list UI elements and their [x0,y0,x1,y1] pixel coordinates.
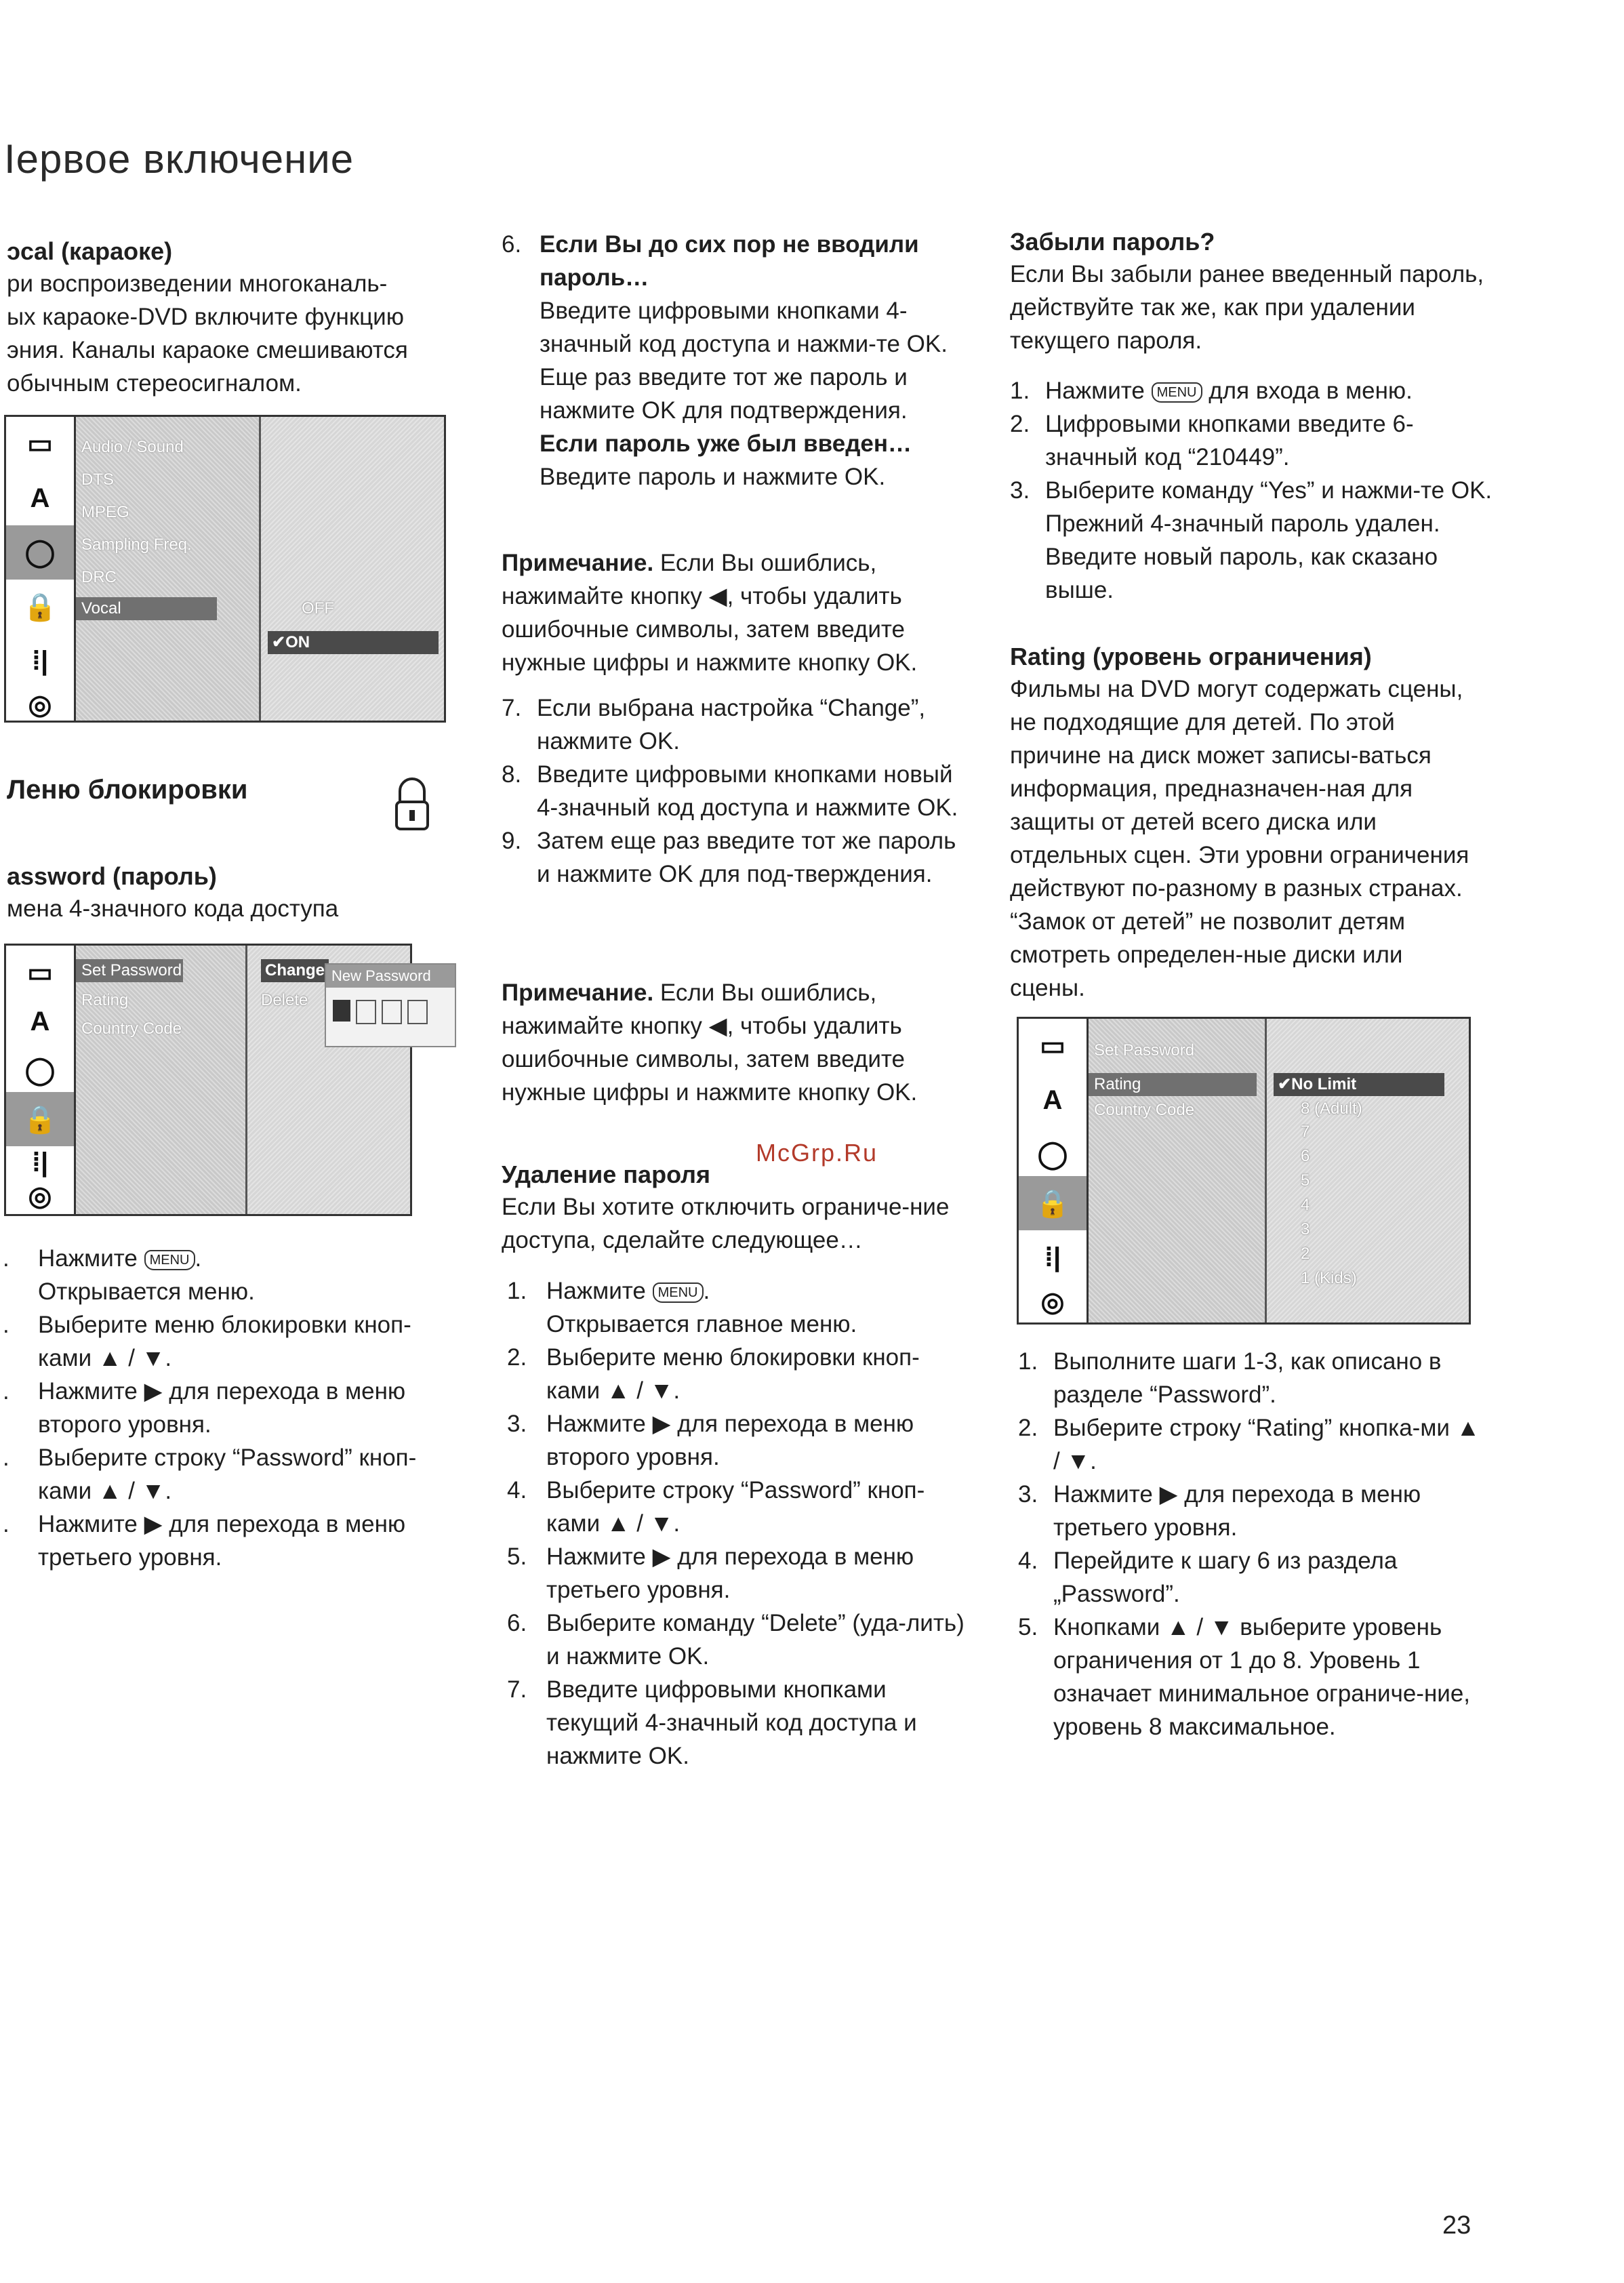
step-number: 6. [502,231,522,258]
list-item: 1. Нажмите MENU для входа в меню. [1010,378,1413,404]
menu-icon-column [6,417,76,721]
vocal-line: ри воспроизведении многоканаль- [7,270,388,297]
list-item: 1. Нажмите MENU . Открывается главное меню. [507,1278,857,1337]
menu-option-selected: ✔ON [268,631,439,654]
menu-button-icon: MENU [653,1282,704,1303]
menu-option: 5 [1301,1171,1310,1190]
list-item: 3. Нажмите ▶ для перехода в меню второго уровня. [507,1411,914,1470]
menu-option: 8 (Adult) [1301,1099,1362,1118]
menu-level2-pane [1089,1019,1267,1322]
disc-icon: ◎ [28,690,52,720]
language-icon: A [1042,1085,1063,1115]
menu-option: 6 [1301,1147,1310,1165]
list-item: 7. Введите цифровыми кнопками текущий 4-значный код доступа и нажмите OK. [507,1676,917,1769]
menu-option: 4 [1301,1196,1310,1214]
new-password-popup [325,963,456,1047]
monitor-icon: ▭ [1040,1031,1065,1061]
menu-option: 2 [1301,1245,1310,1263]
rating-text: Фильмы на DVD могут содержать сцены, не подходящие для детей. По этой причине на диск может записы-ваться информация, предназначен-ная для защиты от детей всего диска или отдельных сцен. Эти уровни ограничения действуют по-разному в разных странах. “Замок от детей” не позволит детям смотреть определен-ные диски или сцены. [1010,676,1469,1001]
rating-heading: Rating (уровень ограничения) [1010,643,1372,670]
digit-box [382,1000,402,1024]
digit-box [407,1000,428,1024]
list-item: 9. Затем еще раз введите тот же пароль и нажмите OK для под-тверждения. [502,828,956,887]
menu-item-selected: Vocal [76,597,217,620]
forgot-password-text: Если Вы забыли ранее введенный пароль, действуйте так же, как при удалении текущего пароля. [1010,261,1484,354]
step-6-bold: Если Вы до сих пор не вводили пароль… [540,231,919,291]
menu-button-icon: MENU [144,1250,195,1270]
list-item: 7. Если выбрана настройка “Change”, нажмите OK. [502,695,926,754]
menu-level2-pane [76,417,261,721]
settings-icon: ⁞| [31,1147,49,1177]
password-steps [3,1242,443,1574]
list-item: 3. Нажмите ▶ для перехода в меню третьего уровня. [1018,1481,1421,1541]
password-steps-continued [502,691,962,891]
list-item: 1. Выполните шаги 1-3, как описано в разделе “Password”. [1018,1348,1442,1408]
menu-item: Set Password [1094,1041,1195,1059]
list-item: 3. Выберите команду “Yes” и нажми-те OK. Прежний 4-значный пароль удален. Введите новый пароль, как сказано выше. [1010,477,1493,603]
lock-menu-icon: 🔒 [6,1092,74,1146]
menu-level3-pane [261,417,444,721]
vocal-heading: ɔcal (караоке) [7,237,173,265]
page-title: Іервое включение [4,136,354,182]
vocal-menu-screenshot [4,415,446,723]
disc-icon: ◎ [28,1181,52,1211]
list-item: 2. Выберите меню блокировки кноп-ками ▲ / ▼. [507,1344,920,1404]
digit-box-filled [333,1000,350,1022]
menu-button-icon: MENU [1152,382,1202,403]
watermark: McGrp.Ru [756,1139,878,1167]
menu-item: Audio / Sound [81,438,184,456]
menu-item: DRC [81,568,117,586]
menu-item: MPEG [81,503,129,521]
menu-option: Delete [261,991,308,1009]
vocal-text [7,267,441,400]
page-number: 23 [1442,2211,1471,2240]
delete-password-steps [507,1274,968,1773]
vocal-line: эния. Каналы караоке смешиваются [7,337,408,363]
password-heading: assword (пароль) [7,862,217,890]
list-item: . Выберите строку “Password” кноп-ками ▲ / ▼. [3,1444,417,1504]
list-item: 2. Выберите строку “Rating” кнопка-ми ▲ / ▼. [1018,1415,1480,1474]
menu-icon-column [1019,1019,1089,1322]
monitor-icon: ▭ [27,958,53,988]
list-item: 6. Выберите команду “Delete” (уда-лить) и нажмите OK. [507,1610,965,1670]
password-subheading: мена 4-значного кода доступа [7,895,339,922]
list-item: 4. Выберите строку “Password” кноп-ками ▲ / ▼. [507,1477,925,1537]
list-item: . Нажмите MENU . Открывается меню. [3,1245,255,1305]
audio-icon: ◯ [1037,1139,1068,1169]
settings-icon: ⁞| [1044,1242,1061,1272]
password-menu-screenshot [4,944,431,1216]
menu-item-selected: Rating [1089,1073,1257,1096]
list-item: . Нажмите ▶ для перехода в меню второго уровня. [3,1378,406,1438]
menu-option-selected: Change [261,959,329,982]
lock-menu-icon: 🔒 [23,592,57,622]
delete-password-heading: Удаление пароля [502,1160,711,1188]
rating-steps [1018,1345,1493,1743]
lock-menu-icon: 🔒 [1019,1176,1087,1230]
menu-option: 3 [1301,1220,1310,1238]
menu-option: 1 (Kids) [1301,1269,1357,1287]
menu-level2-pane [76,946,247,1214]
popup-title: New Password [326,965,455,988]
list-item: 2. Цифровыми кнопками введите 6-значный код “210449”. [1010,411,1414,470]
menu-item: Country Code [1094,1101,1195,1119]
vocal-line: ых караоке-DVD включите функцию [7,304,404,330]
audio-icon: ◯ [6,525,74,580]
audio-icon: ◯ [24,1055,56,1085]
menu-item: Country Code [81,1019,182,1038]
delete-password-intro: Если Вы хотите отключить ограниче-ние доступа, сделайте следующее… [502,1194,950,1253]
menu-option-selected: ✔No Limit [1274,1073,1444,1096]
rating-menu-screenshot [1017,1017,1471,1325]
monitor-icon: ▭ [27,429,53,459]
forgot-password-heading: Забыли пароль? [1010,228,1215,256]
note-2: Примечание. Если Вы ошиблись, нажимайте кнопку ◀, чтобы удалить ошибочные символы, затем введите нужные цифры и нажмите кнопку OK. [502,979,918,1106]
settings-icon: ⁞| [31,645,49,676]
menu-icon-column [6,946,76,1214]
menu-item: Rating [81,991,129,1009]
disc-icon: ◎ [1040,1287,1065,1317]
step-6-bold: Если пароль уже был введен… [540,430,912,457]
list-item: 8. Введите цифровыми кнопками новый 4-значный код доступа и нажмите OK. [502,761,958,821]
password-digit-boxes [326,988,455,1036]
menu-level3-pane [1267,1019,1469,1322]
forgot-password-steps [1010,374,1498,607]
language-icon: A [30,1006,50,1036]
vocal-line: обычным стереосигналом. [7,370,302,397]
step-6-text: Еще раз введите тот же пароль и нажмите OK для подтверждения. [540,364,908,424]
menu-item: Sampling Freq. [81,536,192,554]
step-6-block [502,228,962,493]
menu-item: DTS [81,470,114,489]
lock-menu-heading: Леню блокировки [7,775,248,805]
list-item: 4. Перейдите к шагу 6 из раздела „Password”. [1018,1548,1398,1607]
list-item: 5. Кнопками ▲ / ▼ выберите уровень ограничения от 1 до 8. Уровень 1 означает минимальное ограниче-ние, уровень 8 максимальное. [1018,1614,1471,1740]
digit-box [356,1000,376,1024]
language-icon: A [30,483,50,513]
list-item: . Нажмите ▶ для перехода в меню третьего уровня. [3,1511,406,1571]
menu-option: 7 [1301,1123,1310,1141]
padlock-icon [394,776,430,832]
step-6-text: Введите пароль и нажмите OK. [540,464,886,490]
menu-item-selected: Set Password [76,959,183,982]
list-item: 5. Нажмите ▶ для перехода в меню третьего уровня. [507,1543,914,1603]
list-item: . Выберите меню блокировки кноп-ками ▲ / ▼. [3,1312,411,1371]
menu-option: OFF [302,599,334,618]
note-1: Примечание. Если Вы ошиблись, нажимайте кнопку ◀, чтобы удалить ошибочные символы, затем введите нужные цифры и нажмите кнопку OK. [502,550,918,676]
step-6-text: Введите цифровыми кнопками 4-значный код доступа и нажми-те OK. [540,298,948,357]
